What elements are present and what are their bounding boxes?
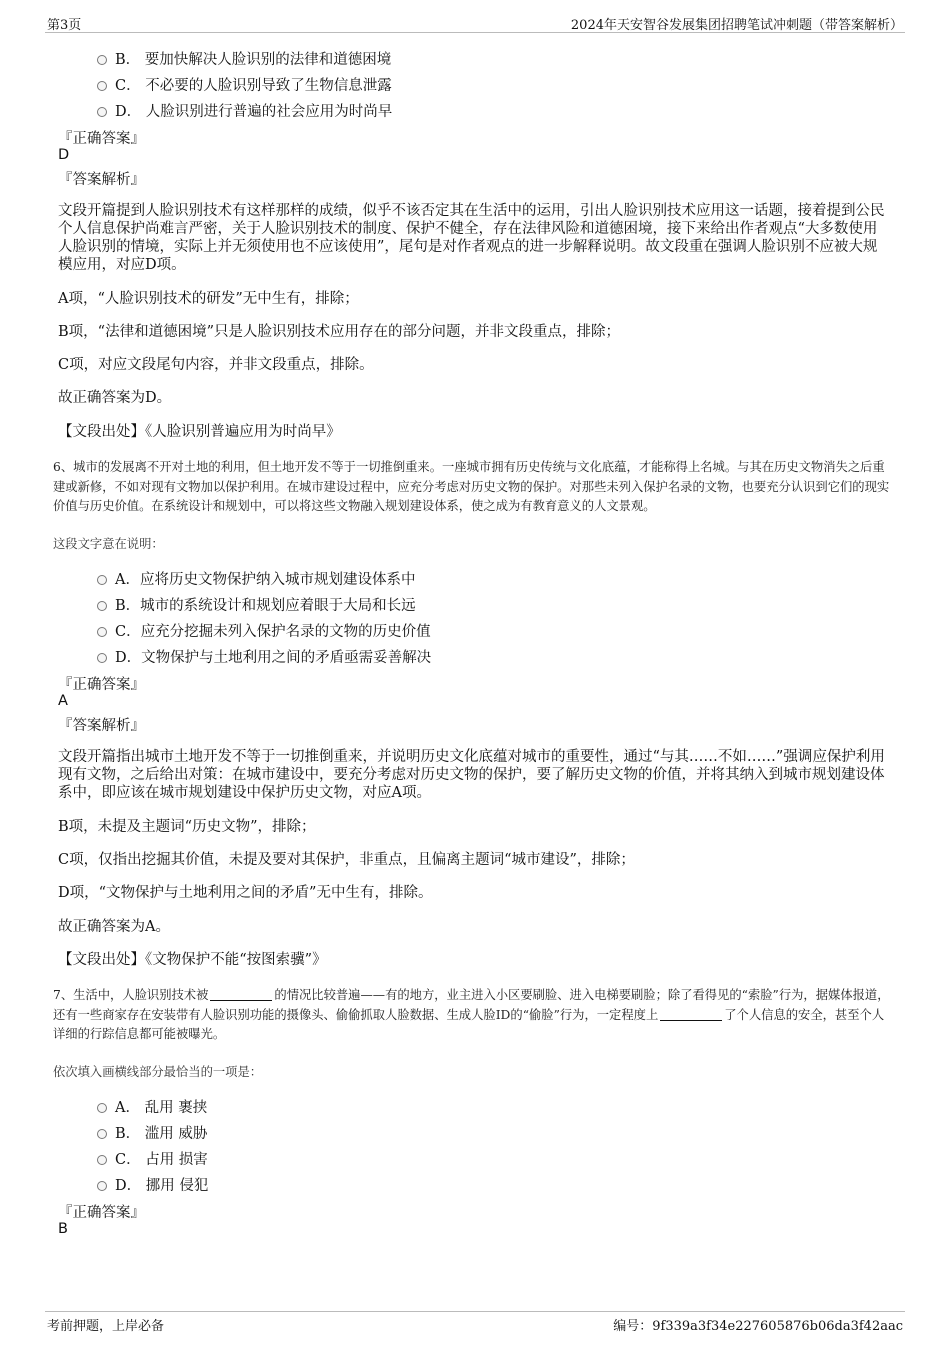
q5-option-c[interactable]: C． 不必要的人脸识别导致了生物信息泄露 <box>97 74 392 95</box>
radio-icon[interactable] <box>97 575 107 585</box>
radio-icon[interactable] <box>97 55 107 65</box>
radio-icon[interactable] <box>97 107 107 117</box>
q5-answer-label: 『正确答案』 <box>58 131 145 147</box>
q7-prompt: 依次填入画横线部分最恰当的一项是： <box>53 1065 263 1079</box>
fill-blank-2 <box>660 1008 722 1021</box>
q6-option-a[interactable]: A．应将历史文物保护纳入城市规划建设体系中 <box>97 568 415 589</box>
q6-prompt: 这段文字意在说明： <box>53 537 164 551</box>
radio-icon[interactable] <box>97 1129 107 1139</box>
q7-option-a[interactable]: A． 乱用 裹挟 <box>97 1096 207 1117</box>
document-title: 2024年天安智谷发展集团招聘笔试冲刺题（带答案解析） <box>570 18 903 33</box>
q5-conclusion: 故正确答案为D。 <box>58 390 172 406</box>
q6-answer: A <box>58 693 68 709</box>
q7-option-c[interactable]: C． 占用 损害 <box>97 1148 208 1169</box>
q5-option-d[interactable]: D． 人脸识别进行普遍的社会应用为时尚早 <box>97 100 392 121</box>
radio-icon[interactable] <box>97 653 107 663</box>
q7-answer-label: 『正确答案』 <box>58 1205 145 1221</box>
q5-analysis: 文段开篇提到人脸识别技术有这样那样的成绩，似乎不该否定其在生活中的运用，引出人脸识别技术应用这一话题，接着提到公民个人信息保护尚难言严密，关于人脸识别技术的制度、保护不健全，存在法律风险和道德困境，接下来给出作者观点“大多数使用人脸识别的情境，实际上并无须使用也不应该使用”，尾句是对作者观点的进一步解释说明。故文段重在强调人脸识别不应被大规模应用，对应D项。 <box>58 203 885 273</box>
q7-option-b[interactable]: B． 滥用 威胁 <box>97 1122 207 1143</box>
q5-option-b[interactable]: B． 要加快解决人脸识别的法律和道德困境 <box>97 48 391 69</box>
q5-analysis-label: 『答案解析』 <box>58 172 145 188</box>
q5-note-c: C项，对应文段尾句内容，并非文段重点，排除。 <box>58 357 374 373</box>
radio-icon[interactable] <box>97 1181 107 1191</box>
q6-option-b[interactable]: B．城市的系统设计和规划应着眼于大局和长远 <box>97 594 416 615</box>
q5-note-a: A项，“人脸识别技术的研发”无中生有，排除； <box>58 291 359 307</box>
page-number: 第3页 <box>47 18 82 33</box>
q5-answer: D <box>58 147 70 163</box>
q6-option-c[interactable]: C．应充分挖掘未列入保护名录的文物的历史价值 <box>97 620 431 641</box>
q6-analysis-label: 『答案解析』 <box>58 718 145 734</box>
footer-slogan: 考前押题，上岸必备 <box>47 1319 165 1334</box>
fill-blank-1 <box>210 988 272 1001</box>
q6-conclusion: 故正确答案为A。 <box>58 919 170 935</box>
radio-icon[interactable] <box>97 627 107 637</box>
q7-option-d[interactable]: D． 挪用 侵犯 <box>97 1174 208 1195</box>
q6-answer-label: 『正确答案』 <box>58 677 145 693</box>
radio-icon[interactable] <box>97 601 107 611</box>
q7-answer: B <box>58 1221 68 1237</box>
page-footer <box>45 1311 905 1336</box>
q7-stem: 7、生活中，人脸识别技术被 的情况比较普遍——有的地方，业主进入小区要刷脸、进入电梯要刷脸；除了看得见的“索脸”行为，据媒体报道，还有一些商家存在安装带有人脸识别功能的摄像头、偷偷抓取人脸数据、生成人脸ID的“偷脸”行为，一定程度上 了个人信息的安全，甚至个人详细的行踪信息都可能被曝光。 <box>53 988 890 1041</box>
radio-icon[interactable] <box>97 1103 107 1113</box>
document-code: 编号：9f339a3f34e227605876b06da3f42aac <box>613 1319 903 1334</box>
q6-stem: 6、城市的发展离不开对土地的利用，但土地开发不等于一切推倒重来。一座城市拥有历史传统与文化底蕴，才能称得上名城。与其在历史文物消失之后重建或新修，不如对现有文物加以保护利用。在城市建设过程中，应充分考虑对历史文物的保护。对那些未列入保护名录的文物，也要充分认识到它们的现实价值与历史价值。在系统设计和规划中，可以将这些文物融入规划建设体系，使之成为有教育意义的人文景观。 <box>53 460 890 513</box>
radio-icon[interactable] <box>97 81 107 91</box>
radio-icon[interactable] <box>97 1155 107 1165</box>
q6-option-d[interactable]: D．文物保护与土地利用之间的矛盾亟需妥善解决 <box>97 646 431 667</box>
q5-note-b: B项，“法律和道德困境”只是人脸识别技术应用存在的部分问题，并非文段重点，排除； <box>58 324 620 340</box>
q6-note-b: B项，未提及主题词“历史文物”，排除； <box>58 819 316 835</box>
q6-analysis: 文段开篇指出城市土地开发不等于一切推倒重来，并说明历史文化底蕴对城市的重要性，通过“与其……不如……”强调应保护利用现有文物，之后给出对策：在城市建设中，要充分考虑对历史文物的保护，要了解历史文物的价值，并将其纳入到城市规划建设体系中，即应该在城市规划建设中保护历史文物，对应A项。 <box>58 749 885 801</box>
q6-note-c: C项，仅指出挖掘其价值，未提及要对其保护，非重点，且偏离主题词“城市建设”，排除； <box>58 852 635 868</box>
q6-note-d: D项，“文物保护与土地利用之间的矛盾”无中生有，排除。 <box>58 885 433 901</box>
q6-source: 【文段出处】《文物保护不能“按图索骥”》 <box>58 952 327 968</box>
page-header <box>45 14 905 33</box>
q5-source: 【文段出处】《人脸识别普遍应用为时尚早》 <box>58 424 341 440</box>
